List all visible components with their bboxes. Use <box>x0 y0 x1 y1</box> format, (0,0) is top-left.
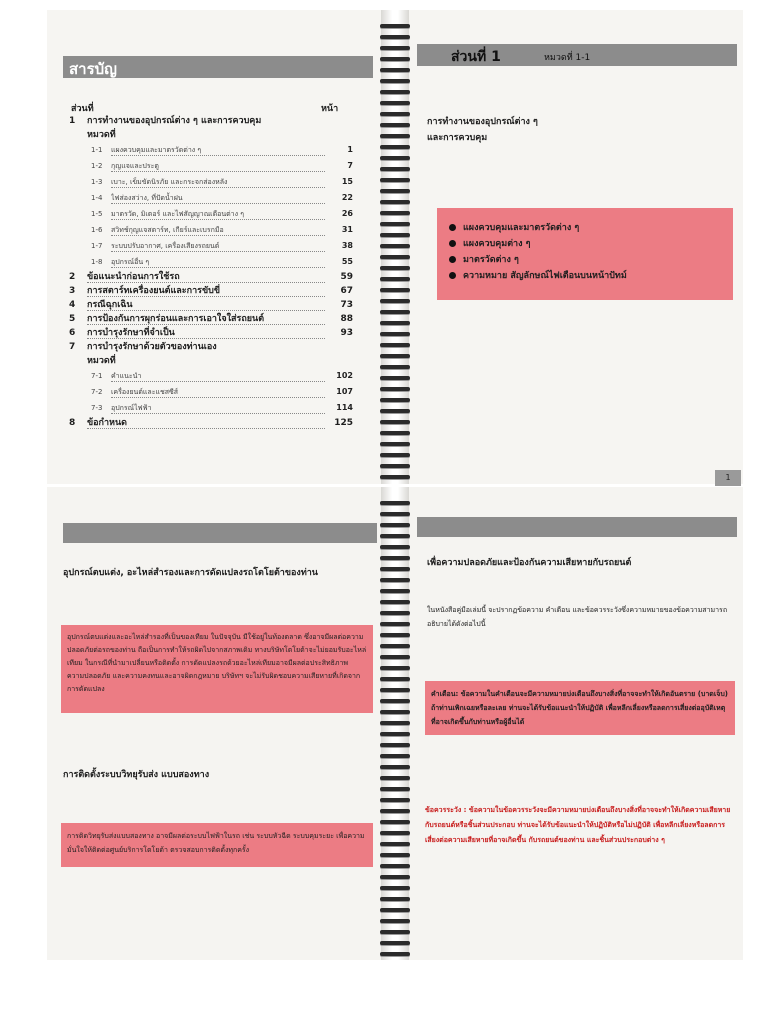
warning-text: คำเตือน: ข้อความในคำเตือนจะมีความหมายบ่งเตือนถึงบางสิ่งที่อาจจะทำให้เกิดอันตราย (บาดเจ็บ) ถ้าท่านเพิกเฉยหรือละเลย ท่านจะได้รับข้อแนะนำให้ปฏิบัติ เพื่อหลีกเลี่ยงหรือลดการเสี่ยงต่ออุบัติเหตุที่อาจเกิดขึ้นกับท่านหรือผู้อื่นได้ <box>431 690 728 726</box>
toc-row-number: 3 <box>69 286 76 296</box>
caution-text: ข้อควรระวัง : ข้อความในข้อควรระวังจะมีความหมายบ่งเตือนถึงบางสิ่งที่อาจจะทำให้เกิดความเสียหายกับรถยนต์หรือชิ้นส่วนประกอบ ท่านจะได้รับข้อแนะนำให้ปฏิบัติหรือไม่ปฏิบัติ เพื่อหลีกเลี่ยงหรือลดการเสี่ยงต่อความเสียหายที่อาจเกิดขึ้น กับรถยนต์ของท่าน และชิ้นส่วนประกอบต่าง ๆ <box>425 806 731 844</box>
toc-row-title: กรณีฉุกเฉิน <box>87 298 325 311</box>
toc-row-number: 7-1 <box>91 372 103 380</box>
spiral-coil <box>380 255 410 259</box>
spiral-coil <box>380 809 410 813</box>
toc-row <box>65 222 355 238</box>
spiral-coil <box>380 398 410 402</box>
toc-row-title: การบำรุงรักษาด้วยตัวของท่านเอง <box>87 340 325 352</box>
spiral-coil <box>380 853 410 857</box>
spiral-coil <box>380 897 410 901</box>
toc-row <box>65 206 355 222</box>
bullet-icon <box>449 224 456 231</box>
spiral-coil <box>380 332 410 336</box>
toc-row-page: 88 <box>340 314 353 324</box>
page-header-bar <box>417 517 737 537</box>
radio-note-text: การติดวิทยุรับส่งแบบสองทาง อาจมีผลต่อระบบไฟฟ้าในรถ เช่น ระบบหัวฉีด ระบบคุมระยะ เพื่อความมั่นใจให้ติดต่อศูนย์บริการโตโยต้า ตรวจสอบการติดตั้งทุกครั้ง <box>67 832 365 854</box>
toc-row <box>65 384 355 400</box>
toc-row-number: 2 <box>69 272 76 282</box>
spiral-coil <box>380 710 410 714</box>
spiral-coil <box>380 442 410 446</box>
toc-row <box>65 354 355 368</box>
section-intro-line-1: การทำงานของอุปกรณ์ต่าง ๆ <box>427 117 538 127</box>
toc-row-page: 26 <box>341 209 353 218</box>
toc-row-title: การบำรุงรักษาที่จำเป็น <box>87 326 325 339</box>
spiral-coil <box>380 622 410 626</box>
spiral-coil <box>380 464 410 468</box>
toc-row-number: 7 <box>69 342 76 352</box>
toc-row-title: คำแนะนำ <box>111 368 325 382</box>
list-item: แผงควบคุมต่าง ๆ <box>449 236 627 252</box>
toc-row-title: ข้อแนะนำก่อนการใช้รถ <box>87 270 325 283</box>
spiral-coil <box>380 376 410 380</box>
spiral-coil <box>380 79 410 83</box>
spiral-coil <box>380 556 410 560</box>
toc-row-number: 1-2 <box>91 162 103 170</box>
list-item: ความหมาย สัญลักษณ์ไฟเตือนบนหน้าปัทม์ <box>449 268 627 284</box>
toc-row-title: แผงควบคุมและมาตรวัดต่าง ๆ <box>111 142 325 156</box>
toc-row <box>65 326 355 340</box>
spiral-coil <box>380 343 410 347</box>
toc-row <box>65 238 355 254</box>
spiral-coil <box>380 567 410 571</box>
toc-row <box>65 254 355 270</box>
spiral-coil <box>380 501 410 505</box>
toc-row-title: อุปกรณ์อื่น ๆ <box>111 254 325 268</box>
spiral-coil <box>380 611 410 615</box>
toc-row-number: 1-4 <box>91 194 103 202</box>
toc-row-title: มาตรวัด, มิเตอร์ และไฟสัญญาณเตือนต่าง ๆ <box>111 206 325 220</box>
spiral-coil <box>380 156 410 160</box>
bullet-icon <box>449 272 456 279</box>
spiral-coil <box>380 189 410 193</box>
toc-row <box>65 312 355 326</box>
spiral-coil <box>380 776 410 780</box>
toc-row-number: 5 <box>69 314 76 324</box>
toc-row <box>65 400 355 416</box>
spiral-coil <box>380 420 410 424</box>
spiral-coil <box>380 90 410 94</box>
toc-row-page: 102 <box>336 371 353 380</box>
toc-row-page: 15 <box>341 177 353 186</box>
toc-row-number: 7-3 <box>91 404 103 412</box>
accessory-note-box <box>61 625 373 713</box>
toc-page <box>47 10 381 484</box>
spiral-coil <box>380 688 410 692</box>
spiral-coil <box>380 798 410 802</box>
toc-row-number: 8 <box>69 418 76 428</box>
spiral-coil <box>380 387 410 391</box>
radio-heading: การติดตั้งระบบวิทยุรับส่ง แบบสองทาง <box>63 770 210 780</box>
spiral-coil <box>380 167 410 171</box>
toc-column-section: ส่วนที่ <box>71 104 94 114</box>
spiral-coil <box>380 633 410 637</box>
spiral-coil <box>380 875 410 879</box>
spiral-coil <box>380 952 410 956</box>
toc-row-title: หมวดที่ <box>87 354 325 366</box>
toc-row <box>65 270 355 284</box>
toc-row-page: 125 <box>334 418 353 428</box>
spiral-coil <box>380 820 410 824</box>
spiral-coil <box>380 277 410 281</box>
toc-row <box>65 190 355 206</box>
toc-row-number: 1-6 <box>91 226 103 234</box>
toc-row-title: อุปกรณ์ไฟฟ้า <box>111 400 325 414</box>
list-item: มาตรวัดต่าง ๆ <box>449 252 627 268</box>
safety-heading: เพื่อความปลอดภัยและป้องกันความเสียหายกับรถยนต์ <box>427 558 632 568</box>
spiral-coil <box>380 244 410 248</box>
spiral-coil <box>380 578 410 582</box>
toc-row-page: 93 <box>340 328 353 338</box>
toc-row <box>65 174 355 190</box>
spiral-coil <box>380 512 410 516</box>
page-title: สารบัญ <box>69 60 117 78</box>
toc-row <box>65 340 355 354</box>
spiral-coil <box>380 310 410 314</box>
spiral-coil <box>380 233 410 237</box>
toc-row-number: 1-5 <box>91 210 103 218</box>
spiral-coil <box>380 211 410 215</box>
page-number: 1 <box>715 470 741 486</box>
toc-row-number: 6 <box>69 328 76 338</box>
section-title: ส่วนที่ 1 <box>451 49 501 65</box>
spiral-coil <box>380 644 410 648</box>
spiral-coil <box>380 46 410 50</box>
spiral-coil <box>380 453 410 457</box>
spiral-coil <box>380 222 410 226</box>
section-intro-line-2: และการควบคุม <box>427 133 488 143</box>
bottom-spread <box>47 487 743 960</box>
toc-row-number: 1 <box>69 116 76 126</box>
section-intro <box>427 114 538 146</box>
toc-row-page: 1 <box>347 145 353 154</box>
toc-row-title: เบาะ, เข็มขัดนิรภัย และกระจกส่องหลัง <box>111 174 325 188</box>
accessory-page <box>47 487 381 960</box>
toc-row-page: 67 <box>340 286 353 296</box>
spiral-coil <box>380 743 410 747</box>
toc-row <box>65 142 355 158</box>
spiral-coil <box>380 200 410 204</box>
toc-row-page: 107 <box>336 387 353 396</box>
section-page <box>409 10 743 484</box>
list-item: แผงควบคุมและมาตรวัดต่าง ๆ <box>449 220 627 236</box>
bullet-icon <box>449 256 456 263</box>
spiral-coil <box>380 35 410 39</box>
spiral-coil <box>380 831 410 835</box>
spiral-coil <box>380 930 410 934</box>
toc-row-title: ข้อกำหนด <box>87 416 325 429</box>
toc-row-page: 59 <box>340 272 353 282</box>
radio-note-box <box>61 823 373 867</box>
spiral-coil <box>380 57 410 61</box>
toc-list <box>65 114 355 430</box>
spiral-coil <box>380 908 410 912</box>
toc-row-title: กุญแจและประตู <box>111 158 325 172</box>
toc-row-number: 1-7 <box>91 242 103 250</box>
spiral-coil <box>380 545 410 549</box>
spiral-coil <box>380 765 410 769</box>
spiral-coil <box>380 321 410 325</box>
safety-page <box>409 487 743 960</box>
spiral-coil <box>380 101 410 105</box>
spiral-coil <box>380 699 410 703</box>
spiral-coil <box>380 677 410 681</box>
toc-row-title: การทำงานของอุปกรณ์ต่าง ๆ และการควบคุม <box>87 114 325 126</box>
toc-row-title: การป้องกันการผุกร่อนและการเอาใจใส่รถยนต์ <box>87 312 325 325</box>
spiral-coil <box>380 299 410 303</box>
spiral-coil <box>380 666 410 670</box>
toc-row-page: 31 <box>341 225 353 234</box>
spiral-coil <box>380 523 410 527</box>
spiral-coil <box>380 123 410 127</box>
accessory-note-text: อุปกรณ์ตบแต่งและอะไหล่สำรองที่เป็นของเทียม ในปัจจุบัน มีใช้อยู่ในท้องตลาด ซึ่งอาจมีผลต่อความปลอดภัยต่อรถของท่าน ถือเป็นการทำให้รถผิดไปจากสภาพเดิม ทางบริษัทโตโยต้าจะไม่ยอมรับอะไหล่เทียม ในกรณีที่นำมาเปลี่ยนหรือติดตั้ง การดัดแปลงรถด้วยอะไหล่เทียมอาจมีผลต่อประสิทธิภาพ ความปลอดภัย และความคงทนและอาจผิดกฎหมาย บริษัทฯ จะไม่รับผิดชอบความเสียหายที่เกิดจากการดัดแปลง <box>67 633 367 693</box>
spiral-coil <box>380 732 410 736</box>
spiral-coil <box>380 354 410 358</box>
spiral-coil <box>380 589 410 593</box>
spiral-coil <box>380 178 410 182</box>
spiral-coil <box>380 68 410 72</box>
toc-row-number: 4 <box>69 300 76 310</box>
spiral-coil <box>380 886 410 890</box>
toc-row <box>65 284 355 298</box>
spiral-coil <box>380 534 410 538</box>
spiral-coil <box>380 145 410 149</box>
toc-row-title: เครื่องยนต์และแชสซีส์ <box>111 384 325 398</box>
toc-row-title: การสตาร์ทเครื่องยนต์และการขับขี่ <box>87 284 325 297</box>
section-subtitle: หมวดที่ 1-1 <box>544 53 591 63</box>
spiral-coil <box>380 842 410 846</box>
toc-row-page: 7 <box>347 161 353 170</box>
bullet-icon <box>449 240 456 247</box>
toc-row <box>65 416 355 430</box>
spiral-coil <box>380 754 410 758</box>
spiral-coil <box>380 365 410 369</box>
toc-row <box>65 368 355 384</box>
toc-column-page: หน้า <box>321 104 339 114</box>
spiral-coil <box>380 864 410 868</box>
warning-box <box>425 681 735 735</box>
toc-row-page: 55 <box>341 257 353 266</box>
toc-row-number: 1-1 <box>91 146 103 154</box>
spiral-coil <box>380 600 410 604</box>
toc-row-page: 38 <box>341 241 353 250</box>
toc-row <box>65 158 355 174</box>
spiral-coil <box>380 475 410 479</box>
spiral-coil <box>380 266 410 270</box>
spiral-coil <box>380 941 410 945</box>
spiral-coil <box>380 134 410 138</box>
spiral-coil <box>380 721 410 725</box>
accessory-heading: อุปกรณ์ตบแต่ง, อะไหล่สำรองและการดัดแปลงรถโตโยต้าของท่าน <box>63 568 318 578</box>
safety-body: ในหนังสือคู่มือเล่มนี้ จะปรากฏข้อความ คำเตือน และข้อควรระวังซึ่งความหมายของข้อความสามารถอธิบายได้ดังต่อไปนี้ <box>427 606 728 628</box>
top-spread <box>47 10 743 484</box>
spiral-coil <box>380 919 410 923</box>
spiral-coil <box>380 431 410 435</box>
toc-row-title: หมวดที่ <box>87 128 325 140</box>
spiral-coil <box>380 288 410 292</box>
toc-row-page: 73 <box>340 300 353 310</box>
toc-row-page: 114 <box>336 403 353 412</box>
spiral-coil <box>380 409 410 413</box>
spiral-coil <box>380 24 410 28</box>
toc-row <box>65 114 355 128</box>
toc-row-number: 1-8 <box>91 258 103 266</box>
spiral-coil <box>380 112 410 116</box>
toc-row-number: 1-3 <box>91 178 103 186</box>
toc-row-title: สวิทช์กุญแจสตาร์ท, เกียร์และเบรกมือ <box>111 222 325 236</box>
section-contents-box <box>437 208 733 300</box>
toc-row-number: 7-2 <box>91 388 103 396</box>
toc-row <box>65 128 355 142</box>
page-header-bar <box>63 523 377 543</box>
toc-row <box>65 298 355 312</box>
toc-row-page: 22 <box>341 193 353 202</box>
toc-row-title: ไฟส่องสว่าง, ที่ปัดน้ำฝน <box>111 190 325 204</box>
spiral-coil <box>380 655 410 659</box>
spiral-coil <box>380 787 410 791</box>
section-bullet-list <box>449 220 627 284</box>
toc-row-title: ระบบปรับอากาศ, เครื่องเสียงรถยนต์ <box>111 238 325 252</box>
